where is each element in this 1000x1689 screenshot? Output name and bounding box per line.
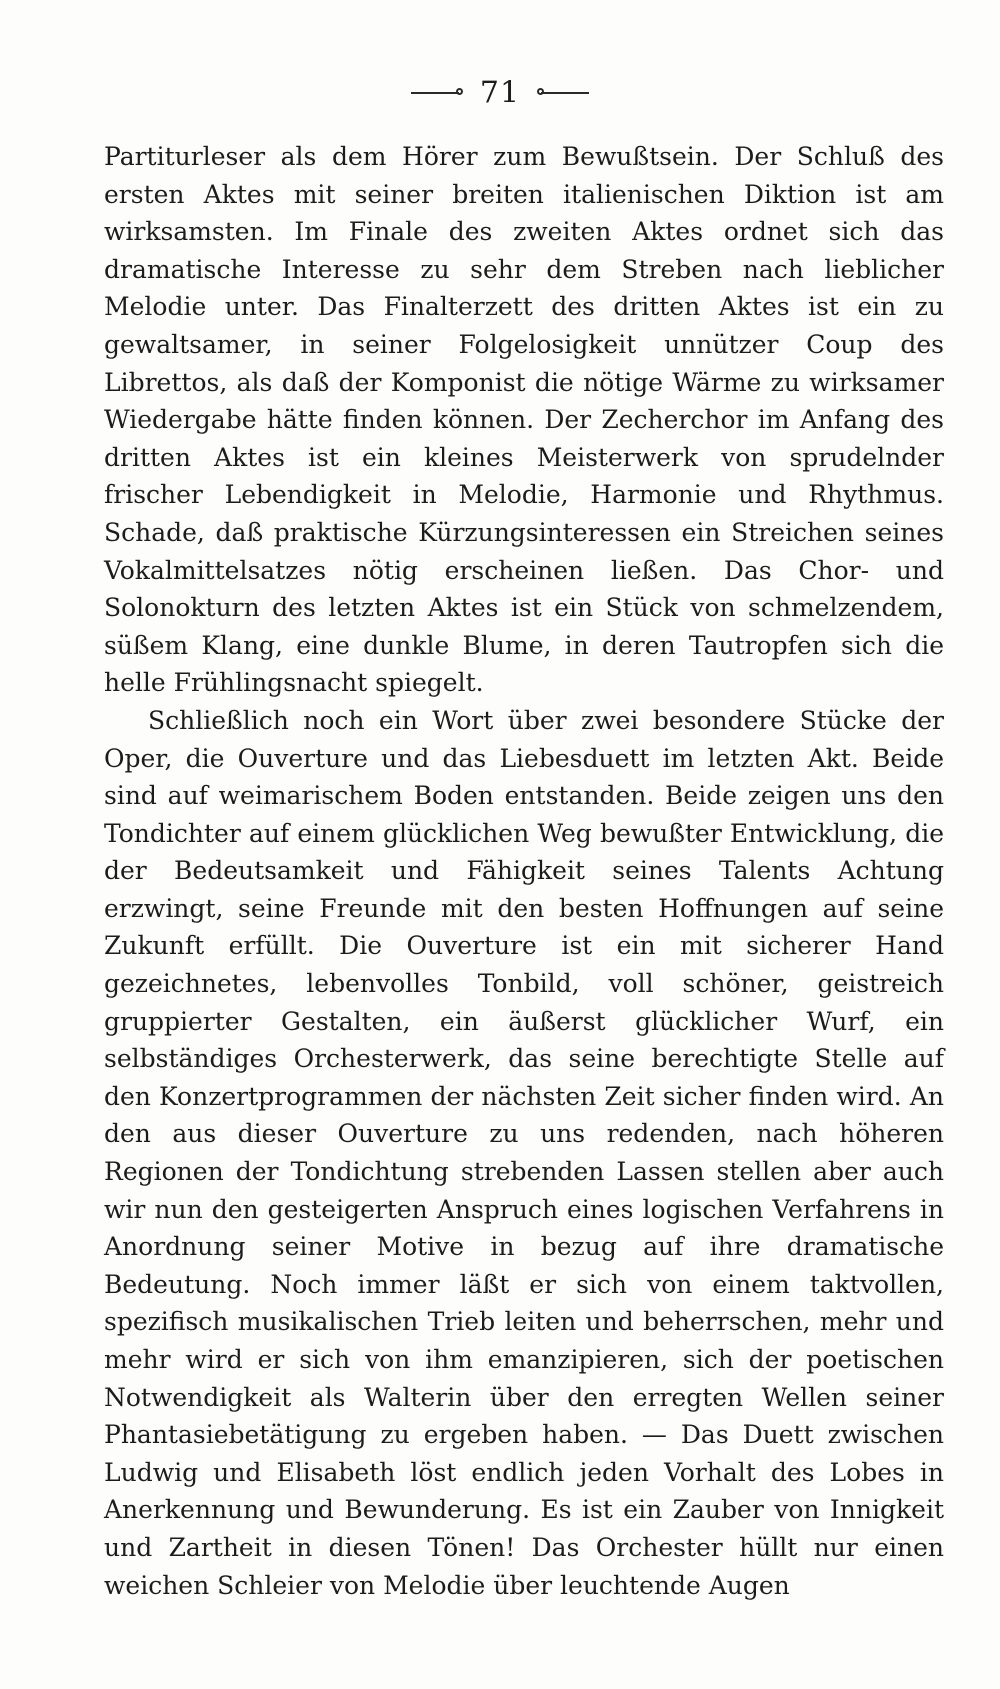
page-number: 71	[479, 75, 521, 111]
page-header	[0, 74, 1000, 111]
paragraph-2: Schließlich noch ein Wort über zwei besondere Stücke der Oper, die Ouverture und das Liebesduett im letzten Akt. Beide sind auf weimarischem Boden entstanden. Beide zeigen uns den Tondichter auf einem glücklichen Weg bewußter Entwicklung, die der Bedeutsamkeit und Fähigkeit seines Talents Achtung erzwingt, seine Freunde mit den besten Hoffnungen auf seine Zukunft erfüllt. Die Ouverture ist ein mit sicherer Hand gezeichnetes, lebenvolles Tonbild, voll schöner, geistreich gruppierter Gestalten, ein äußerst glücklicher Wurf, ein selbständiges Orchesterwerk, das seine berechtigte Stelle auf den Konzertprogrammen der nächsten Zeit sicher finden wird. An den aus dieser Ouverture zu uns redenden, nach höheren Regionen der Tondichtung strebenden Lassen stellen aber auch wir nun den gesteigerten Anspruch eines logischen Verfahrens in Anordnung seiner Motive in bezug auf ihre dramatische Bedeutung. Noch immer läßt er sich von einem taktvollen, spezifisch musikalischen Trieb leiten und beherrschen, mehr und mehr wird er sich von ihm emanzipieren, sich der poetischen Notwendigkeit als Walterin über den erregten Wellen seiner Phantasiebetätigung zu ergeben haben. — Das Duett zwischen Ludwig und Elisabeth löst endlich jeden Vorhalt des Lobes in Anerkennung und Bewunderung. Es ist ein Zauber von Innigkeit und Zartheit in diesen Tönen! Das Orchester hüllt nur einen weichen Schleier von Melodie über leuchtende Augen	[104, 705, 944, 1600]
left-ornament-icon	[411, 92, 459, 94]
page-body	[104, 138, 944, 1604]
paragraph-1: Partiturleser als dem Hörer zum Bewußtsein. Der Schluß des ersten Aktes mit seiner breiten italienischen Diktion ist am wirksamsten. Im Finale des zweiten Aktes ordnet sich das dramatische Interesse zu sehr dem Streben nach lieblicher Melodie unter. Das Finalterzett des dritten Aktes ist ein zu gewaltsamer, in seiner Folgelosigkeit unnützer Coup des Librettos, als daß der Komponist die nötige Wärme zu wirksamer Wiedergabe hätte finden können. Der Zecherchor im Anfang des dritten Aktes ist ein kleines Meisterwerk von sprudelnder frischer Lebendigkeit in Melodie, Harmonie und Rhythmus. Schade, daß praktische Kürzungsinteressen ein Streichen seines Vokalmittelsatzes nötig erscheinen ließen. Das Chor- und Solonokturn des letzten Aktes ist ein Stück von schmelzendem, süßem Klang, eine dunkle Blume, in deren Tautropfen sich die helle Frühlingsnacht spiegelt.	[104, 142, 944, 698]
right-ornament-icon	[541, 92, 589, 94]
